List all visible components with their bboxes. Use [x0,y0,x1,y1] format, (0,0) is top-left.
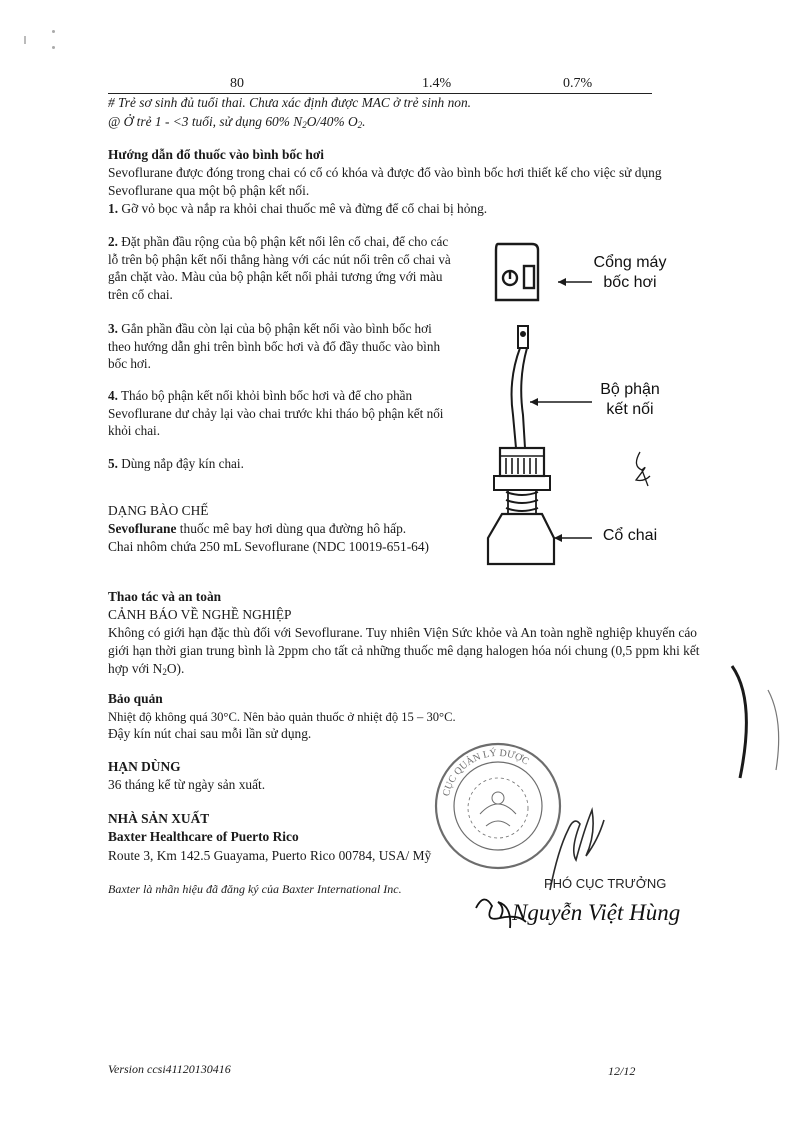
scan-speck [52,30,55,33]
section-heading-storage: Bảo quản [108,691,163,706]
signature-flourish [470,888,530,938]
signature-name: Nguyễn Việt Hùng [512,900,681,925]
pour-step-2: 2. Đặt phần đầu rộng của bộ phận kết nối lên cổ chai, để cho các lỗ trên bộ phận kết nối thẳng hàng với các nút nối trên cổ chai và gắn chặt vào. Màu của bộ phận kết nối phải tương ứng với màu trên cổ chai. [108,234,451,302]
pour-step-4: 4. Tháo bộ phận kết nối khỏi bình bốc hơi và để cho phần Sevoflurane dư chảy lại vào chai trước khi tháo bộ phận kết nối khỏi chai. [108,388,444,438]
bottle-shape [488,514,554,564]
label-bottle-neck: Cổ chai [602,527,658,544]
scan-speck [24,36,26,44]
label-adapter: Bộ phận kết nối [600,381,660,418]
table-cell-mac-o2: 1.4% [422,76,452,91]
storage-line-2: Đậy kín nút chai sau mỗi lần sử dụng. [108,726,312,741]
table-cell-age: 80 [230,76,244,91]
vaporizer-port-shape [496,244,538,300]
dosage-line-2: Chai nhôm chứa 250 mL Sevoflurane (NDC 10019-651-64) [108,539,430,554]
section-heading-safety: Thao tác và an toàn [108,589,222,604]
section-heading-expiry: HẠN DÙNG [108,759,181,774]
dosage-line-1: Sevoflurane thuốc mê bay hơi dùng qua đường hô hấp. [108,521,407,536]
footer-page-number: 12/12 [608,1064,636,1078]
handwritten-initial [636,452,650,486]
storage-line-1: Nhiệt độ không quá 30°C. Nên bảo quản thuốc ở nhiệt độ 15 – 30°C. [108,710,456,724]
trademark-note: Baxter là nhãn hiệu đã đăng ký của Baxter International Inc. [108,882,402,896]
stamp-fragment-right [728,660,800,790]
scan-speck [52,46,55,49]
footnote-hash: # Trẻ sơ sinh đủ tuổi thai. Chưa xác định được MAC ở trẻ sinh non. [108,95,471,110]
adapter-hose [512,348,520,448]
svg-text:CỤC QUẢN LÝ DƯỢC: CỤC QUẢN LÝ DƯỢC [441,747,531,798]
safety-text: Không có giới hạn đặc thù đối với Sevoflurane. Tuy nhiên Viện Sức khỏe và An toàn nghề nghiệp khuyến cáo giới hạn thời gian trung bình là 2ppm cho tất cả những thuốc mê dạng halogen hóa nói chung (0,5 ppm khi kết hợp với $N_2O$). [108,625,700,677]
pour-step-5: 5. Dùng nắp đậy kín chai. [108,456,244,471]
section-heading-pour: Hướng dẫn đổ thuốc vào bình bốc hơi [108,147,324,162]
pour-intro: Sevoflurane được đóng trong chai có cổ có khóa và được đổ vào bình bốc hơi thiết kế cho việc sử dụng Sevoflurane qua một bộ phận kết nối. [108,165,662,198]
signature-title: PHÓ CỤC TRƯỞNG [544,876,667,891]
label-vaporizer-port: Cổng máy bốc hơi [593,254,667,291]
port-slot [524,266,534,288]
section-heading-dosage: DẠNG BÀO CHẾ [108,503,209,518]
table-cell-mac-n2o: 0.7% [563,76,593,91]
pour-step-3: 3. Gắn phần đầu còn lại của bộ phận kết nối vào bình bốc hơi theo hướng dẫn ghi trên bình bốc hơi và đổ đầy thuốc vào bình bốc hơi. [108,321,441,371]
manufacturer-name: Baxter Healthcare of Puerto Rico [108,829,299,844]
footnote-at: @ Ở trẻ 1 - <3 tuổi, sử dụng 60% $N_2O/40\%$ $O_2$. [108,114,366,130]
expiry-text: 36 tháng kể từ ngày sản xuất. [108,777,266,792]
pour-step-1: 1. Gỡ vỏ bọc và nắp ra khỏi chai thuốc mê và đừng để cổ chai bị hỏng. [108,201,488,216]
footer-version: Version ccsi41120130416 [108,1062,231,1076]
bottle-neck-thread [506,492,538,511]
section-heading-manufacturer: NHÀ SẢN XUẤT [108,811,210,826]
manufacturer-address: Route 3, Km 142.5 Guayama, Puerto Rico 00784, USA/ Mỹ [108,848,432,863]
safety-subheading: CẢNH BÁO VỀ NGHỀ NGHIỆP [108,607,292,622]
